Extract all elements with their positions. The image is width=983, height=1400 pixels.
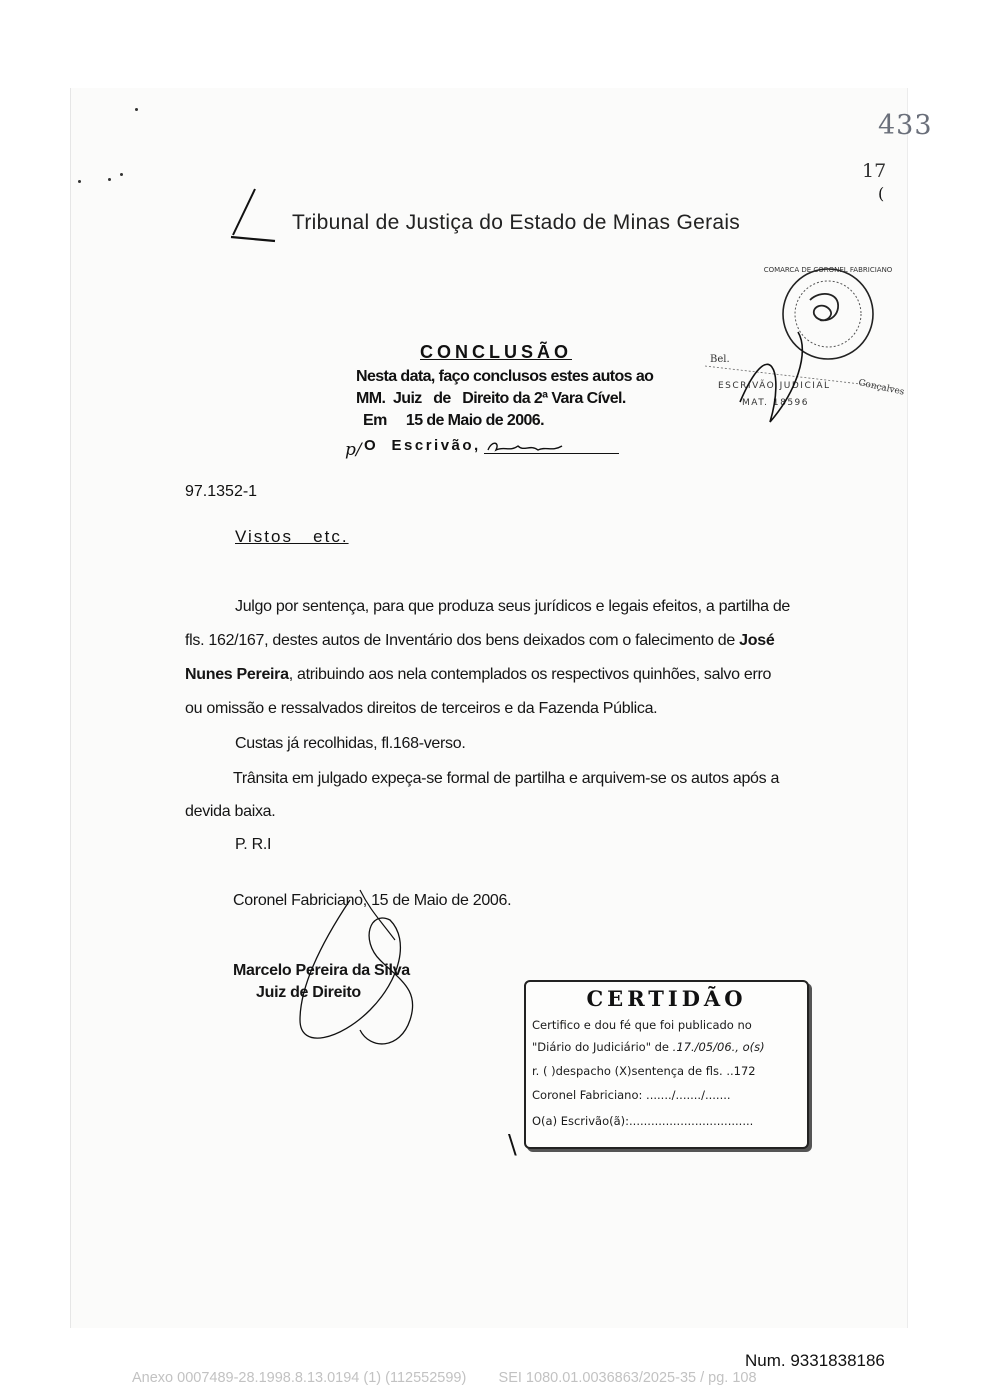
certidao-line-2 <box>532 1040 765 1054</box>
escrivao-label: O Escrivão, <box>364 437 481 454</box>
scan-speck <box>135 108 138 111</box>
footer-reference: Anexo 0007489-28.1998.8.13.0194 (1) (112552599) SEI 1080.01.0036863/2025-35 / pg. 108 <box>132 1370 757 1386</box>
body-text-span: fls. 162/167, destes autos de Inventário dos bens deixados com o falecimento de <box>185 632 740 649</box>
certidao-line-5: O(a) Escrivão(ã):.................................. <box>532 1114 754 1128</box>
handwritten-mark: \ <box>508 1130 517 1160</box>
certidao-line-3 <box>532 1064 756 1078</box>
body-paragraph-3-line-2: devida baixa. <box>185 803 276 820</box>
court-name: Tribunal de Justiça do Estado de Minas Gerais <box>292 211 741 234</box>
vistos-heading: Vistos etc. <box>235 527 349 546</box>
body-text-span: , atribuindo aos nela contemplados os respectivos quinhões, salvo erro <box>288 666 772 683</box>
svg-text:ESCRIVÃO JUDICIAL: ESCRIVÃO JUDICIAL <box>718 381 831 391</box>
handwritten-mark: ( <box>878 184 885 203</box>
certidao-text: sentença de fls. ..172 <box>631 1064 756 1078</box>
conclusao-line-2: MM. Juiz de Direito da 2ª Vara Cível. <box>356 390 626 407</box>
body-paragraph-1-line-1: Julgo por sentença, para que produza seus jurídicos e legais efeitos, a partilha de <box>235 598 791 615</box>
deceased-name-part-2: Nunes Pereira <box>185 666 289 683</box>
deceased-name-part-1: José <box>739 632 775 649</box>
certidao-title: CERTIDÃO <box>586 986 747 1011</box>
handwritten-prefix: p/ <box>345 440 362 460</box>
conclusao-title: CONCLUSÃO <box>420 342 572 362</box>
handwritten-page-number: 17 <box>862 160 887 182</box>
certidao-checkmark: (X) <box>614 1064 632 1078</box>
body-paragraph-1-line-3 <box>185 666 771 684</box>
scan-speck <box>120 173 123 176</box>
certidao-line-4: Coronel Fabriciano: ......./......./....... <box>532 1088 731 1102</box>
process-number: 97.1352-1 <box>185 483 258 500</box>
footer-document-number: Num. 9331838186 <box>745 1351 885 1370</box>
scan-speck <box>108 178 111 181</box>
pri-text: P. R.I <box>235 836 272 853</box>
svg-text:COMARCA DE CORONEL FABRICIANO: COMARCA DE CORONEL FABRICIANO <box>763 266 893 274</box>
body-paragraph-3-line-1: Trânsita em julgado expeça-se formal de partilha e arquivem-se os autos após a <box>233 770 780 787</box>
body-paragraph-2: Custas já recolhidas, fl.168-verso. <box>235 735 466 752</box>
judge-name: Marcelo Pereira da Silva <box>233 962 410 979</box>
judge-signature <box>270 880 450 1060</box>
certidao-date-handwritten: .17./05/06., o(s) <box>669 1040 765 1054</box>
svg-text:Gonçalves: Gonçalves <box>857 378 906 398</box>
certidao-text: "Diário do Judiciário" de <box>532 1040 670 1054</box>
certidao-text: r. ( )despacho <box>532 1064 615 1078</box>
escrivao-signature <box>486 438 576 456</box>
court-seal-stamp <box>700 262 910 462</box>
judge-title: Juiz de Direito <box>256 984 361 1001</box>
certidao-line-1: Certifico e dou fé que foi publicado no <box>532 1018 752 1032</box>
place-date: Coronel Fabriciano, 15 de Maio de 2006. <box>233 892 512 909</box>
conclusao-line-1: Nesta data, faço conclusos estes autos ao <box>356 368 654 385</box>
court-logo <box>225 185 280 245</box>
stamp-bel: Bel. <box>710 354 730 365</box>
body-paragraph-1-line-2 <box>185 632 774 650</box>
certidao-stamp <box>524 980 809 1149</box>
conclusao-line-3: Em 15 de Maio de 2006. <box>363 412 544 429</box>
page-number: 433 <box>878 110 933 141</box>
body-paragraph-1-line-4: ou omissão e ressalvados direitos de terceiros e da Fazenda Pública. <box>185 700 658 717</box>
svg-text:MAT. 18596: MAT. 18596 <box>742 398 810 408</box>
scan-speck <box>78 180 81 183</box>
